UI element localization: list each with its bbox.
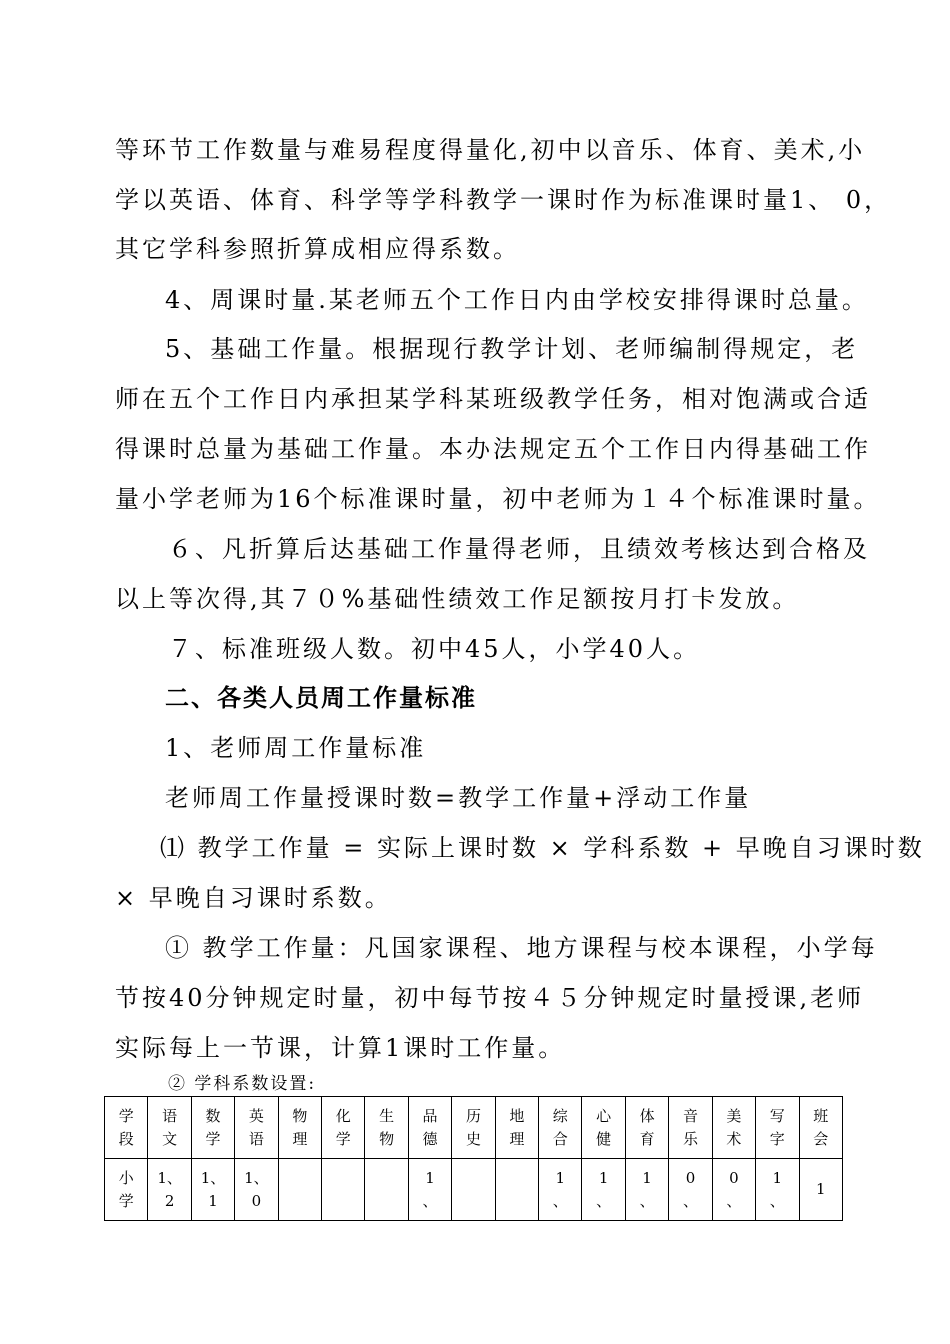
header-text: 生 物: [379, 1106, 395, 1148]
table-caption: ② 学科系数设置:: [168, 1074, 317, 1094]
header-cell: [322, 1097, 365, 1159]
header-cell: [278, 1097, 321, 1159]
header-text: 美 术: [726, 1106, 742, 1148]
header-cell: [799, 1097, 843, 1159]
header-cell: [365, 1097, 408, 1159]
table-cell: [495, 1159, 538, 1221]
table-cell: [712, 1159, 755, 1221]
header-cell: [495, 1097, 538, 1159]
header-cell: [712, 1097, 755, 1159]
paragraph-line: 以上等次得,其７０%基础性绩效工作足额按月打卡发放。: [115, 585, 800, 613]
table-cell: [278, 1159, 321, 1221]
cell-text: 小 学: [118, 1168, 134, 1210]
header-text: 体 育: [639, 1106, 655, 1148]
cell-text: 1 、: [422, 1168, 438, 1210]
header-cell: [582, 1097, 625, 1159]
paragraph-line: 节按40分钟规定时量，初中每节按４５分钟规定时量授课,老师: [115, 984, 865, 1012]
subsection-heading: 1、老师周工作量标准: [165, 734, 427, 762]
paragraph-line: 等环节工作数量与难易程度得量化,初中以音乐、体育、美术,小: [115, 136, 866, 164]
header-cell: [148, 1097, 191, 1159]
table-cell: [148, 1159, 191, 1221]
paragraph-item-6: ６、凡折算后达基础工作量得老师，且绩效考核达到合格及: [168, 535, 870, 563]
cell-text: 1 、: [552, 1168, 568, 1210]
cell-text: 0 、: [726, 1168, 742, 1210]
cell-text: 1 、: [639, 1168, 655, 1210]
cell-text: 1、 1: [200, 1168, 226, 1210]
section-heading: 二、各类人员周工作量标准: [165, 684, 477, 712]
header-text: 班 会: [813, 1106, 829, 1148]
paragraph-line: 师在五个工作日内承担某学科某班级教学任务，相对饱满或合适: [115, 385, 871, 413]
table-cell: [365, 1159, 408, 1221]
formula-item-1: ⑴ 教学工作量 = 实际上课时数 × 学科系数 + 早晚自习课时数: [160, 834, 925, 862]
header-text: 综 合: [552, 1106, 568, 1148]
header-text: 数 学: [205, 1106, 221, 1148]
header-text: 学 段: [118, 1106, 134, 1148]
paragraph-line: 实际每上一节课，计算1课时工作量。: [115, 1034, 566, 1062]
header-cell: [105, 1097, 148, 1159]
header-text: 物 理: [292, 1106, 308, 1148]
header-cell: [452, 1097, 495, 1159]
table-cell: [452, 1159, 495, 1221]
table-cell: [625, 1159, 668, 1221]
cell-text: 1: [815, 1180, 826, 1198]
table-row: [105, 1159, 843, 1221]
header-text: 化 学: [335, 1106, 351, 1148]
table-cell: [799, 1159, 843, 1221]
header-text: 英 语: [248, 1106, 264, 1148]
paragraph-item-7: ７、标准班级人数。初中45人，小学40人。: [168, 635, 701, 663]
table-cell: [582, 1159, 625, 1221]
paragraph-line: 学以英语、体育、科学等学科教学一课时作为标准课时量1、 0，: [115, 186, 892, 214]
header-text: 历 史: [465, 1106, 481, 1148]
header-text: 心 健: [596, 1106, 612, 1148]
table-cell: [408, 1159, 451, 1221]
paragraph-circled-1: ① 教学工作量：凡国家课程、地方课程与校本课程，小学每: [165, 934, 878, 962]
header-text: 品 德: [422, 1106, 438, 1148]
table-cell: [191, 1159, 234, 1221]
paragraph-line: 得课时总量为基础工作量。本办法规定五个工作日内得基础工作: [115, 435, 871, 463]
header-text: 地 理: [509, 1106, 525, 1148]
subject-coefficient-table: [104, 1096, 843, 1221]
paragraph-item-4: 4、周课时量.某老师五个工作日内由学校安排得课时总量。: [165, 286, 869, 314]
header-text: 音 乐: [682, 1106, 698, 1148]
table-cell: [322, 1159, 365, 1221]
table-cell: [756, 1159, 799, 1221]
header-cell: [625, 1097, 668, 1159]
paragraph-line: 其它学科参照折算成相应得系数。: [115, 235, 520, 263]
header-cell: [756, 1097, 799, 1159]
header-cell: [669, 1097, 712, 1159]
header-cell: [235, 1097, 278, 1159]
paragraph-line: × 早晚自习课时系数。: [115, 884, 392, 912]
table-header-row: [105, 1097, 843, 1159]
header-cell: [191, 1097, 234, 1159]
table-cell: [235, 1159, 278, 1221]
paragraph-item-5: 5、基础工作量。根据现行教学计划、老师编制得规定，老: [165, 335, 859, 363]
cell-text: 1 、: [596, 1168, 612, 1210]
cell-text: 1 、: [769, 1168, 785, 1210]
header-cell: [539, 1097, 582, 1159]
header-cell: [408, 1097, 451, 1159]
header-text: 语 文: [162, 1106, 178, 1148]
cell-text: 1、 2: [157, 1168, 182, 1210]
table-cell: [105, 1159, 148, 1221]
formula-line: 老师周工作量授课时数=教学工作量+浮动工作量: [165, 784, 752, 812]
cell-text: 1、 0: [244, 1168, 269, 1210]
paragraph-line: 量小学老师为16个标准课时量，初中老师为１４个标准课时量。: [115, 485, 881, 513]
header-text: 写 字: [769, 1106, 785, 1148]
cell-text: 0 、: [682, 1168, 698, 1210]
table-cell: [669, 1159, 712, 1221]
table-cell: [539, 1159, 582, 1221]
